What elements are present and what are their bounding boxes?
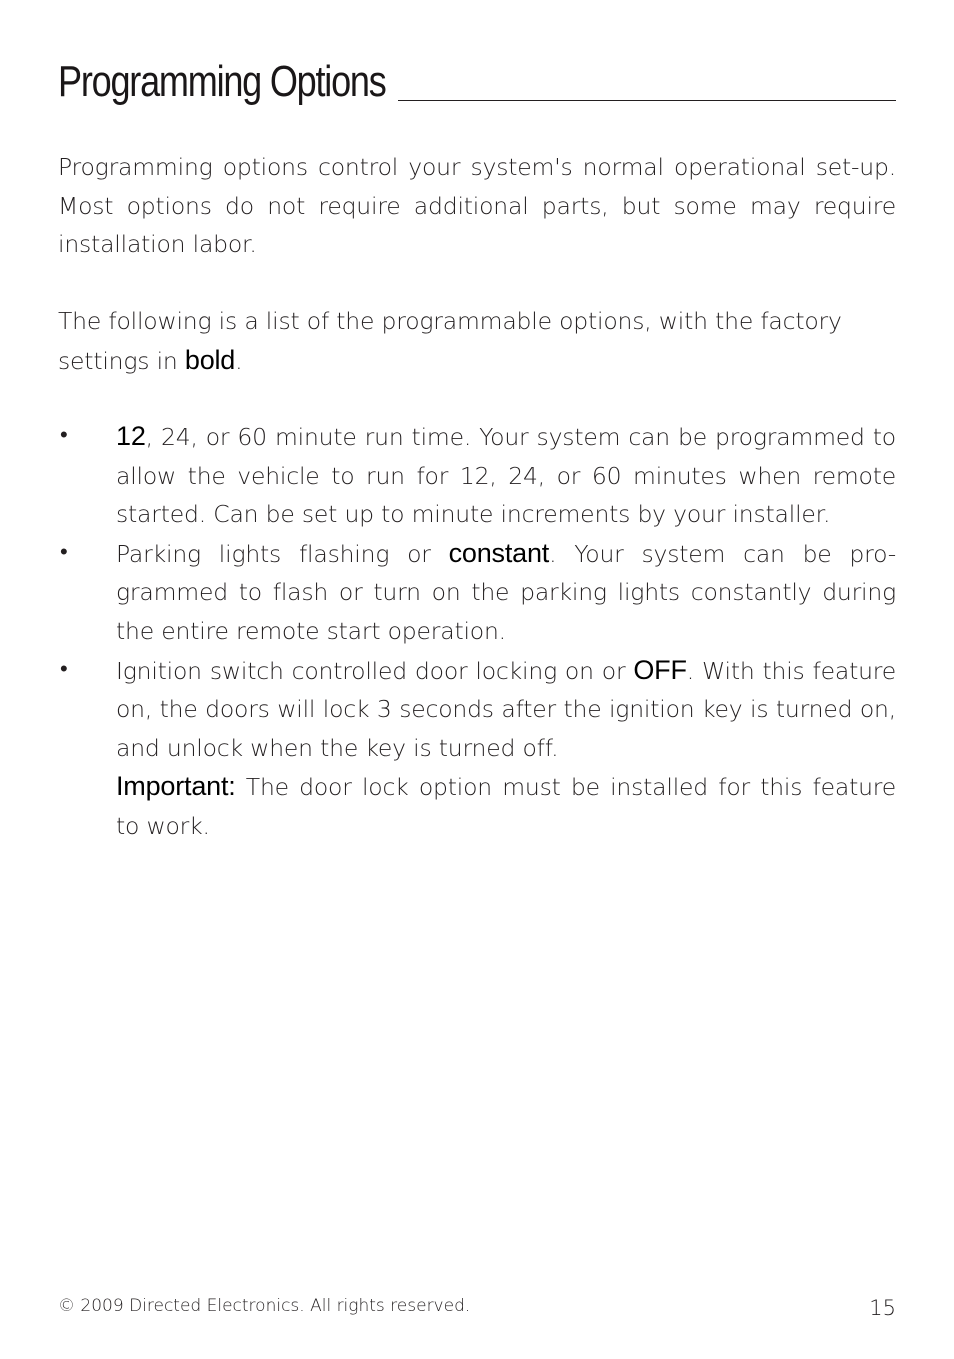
list-item-parking-lights — [58, 534, 896, 651]
important-note — [116, 767, 896, 845]
list-item-door-locking — [58, 651, 896, 846]
door-locking-default: OFF — [633, 654, 687, 685]
parking-lights-lead: Parking lights flashing or — [116, 539, 449, 568]
page-title: Programming Options — [58, 57, 386, 106]
options-list — [58, 417, 896, 846]
factory-settings-paragraph — [58, 302, 896, 380]
factory-settings-period: . — [235, 346, 243, 375]
bullet-icon: • — [60, 539, 68, 565]
important-label: Important: — [116, 771, 236, 802]
run-time-description: , 24, or 60 minute run time. Your system can be programmed to allow the vehicle to run for 12, 24, or 60 minutes when remote started. Can be set up to minute increments by your installer. — [116, 423, 896, 529]
copyright-notice: © 2009 Directed Electronics. All rights reserved. — [58, 1296, 471, 1316]
title-underline-rule — [398, 100, 896, 102]
list-item-run-time — [58, 417, 896, 534]
parking-lights-default: constant — [448, 537, 550, 568]
door-locking-lead: Ignition switch controlled door locking on or — [116, 656, 634, 685]
bullet-icon: • — [60, 656, 68, 682]
bullet-icon: • — [60, 423, 68, 448]
intro-paragraph: Programming options control your system's normal operational set-up. Most options do not require additional parts, but some may require installation labor. — [58, 153, 896, 259]
page-number: 15 — [869, 1296, 896, 1320]
door-locking-description: . With this feature on, the doors will lock 3 seconds after the ignition key is turned on, and unlock when the key is turned off. — [116, 656, 896, 762]
title-row — [58, 52, 896, 104]
important-text: The door lock option must be installed for this feature to work. — [116, 773, 896, 840]
factory-settings-text: The following is a list of the programmable options, with the factory settings in — [58, 307, 842, 375]
run-time-default: 12 — [116, 421, 146, 451]
bold-example: bold — [184, 344, 236, 375]
parking-lights-description: . Your system can be pro-grammed to flash or turn on the parking lights constantly during the entire remote start operation. — [116, 539, 896, 645]
